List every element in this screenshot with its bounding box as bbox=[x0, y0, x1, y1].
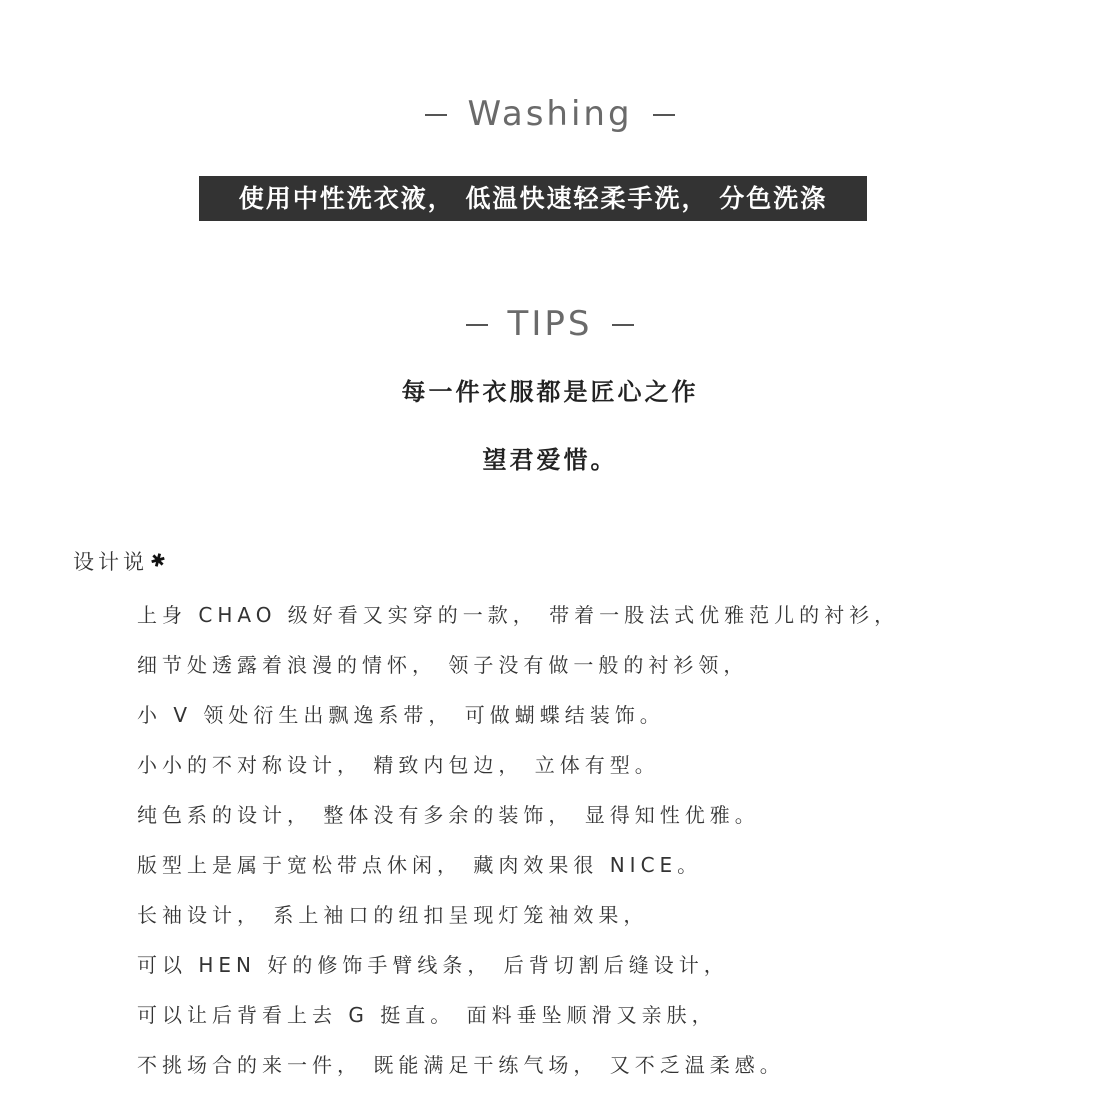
tips-line-1: 每一件衣服都是匠心之作 bbox=[401, 378, 699, 406]
dash-left-icon bbox=[425, 114, 447, 116]
dash-right-icon bbox=[612, 324, 634, 326]
tips-line-2: 望君爱惜。 bbox=[482, 446, 618, 474]
description-line: 不挑场合的来一件， 既能满足干练气场， 又不乏温柔感。 bbox=[137, 1053, 785, 1077]
description-line: 可以让后背看上去 G 挺直。 面料垂坠顺滑又亲肤， bbox=[137, 1003, 717, 1027]
washing-title: Washing bbox=[467, 94, 633, 134]
washing-instruction-banner: 使用中性洗衣液， 低温快速轻柔手洗， 分色洗涤 bbox=[199, 176, 867, 221]
description-line: 版型上是属于宽松带点休闲， 藏肉效果很 NICE。 bbox=[137, 853, 703, 877]
description-line: 小小的不对称设计， 精致内包边， 立体有型。 bbox=[137, 753, 660, 777]
dash-right-icon bbox=[653, 114, 675, 116]
design-notes-title bbox=[73, 548, 172, 576]
dash-left-icon bbox=[466, 324, 488, 326]
tips-title: TIPS bbox=[507, 304, 593, 344]
description-line: 小 V 领处衍生出飘逸系带， 可做蝴蝶结装饰。 bbox=[137, 703, 665, 727]
star-icon: ✱ bbox=[147, 548, 172, 575]
description-line: 长袖设计， 系上袖口的纽扣呈现灯笼袖效果， bbox=[137, 903, 649, 927]
washing-heading bbox=[0, 94, 1100, 134]
description-line: 细节处透露着浪漫的情怀， 领子没有做一般的衬衫领， bbox=[137, 653, 749, 677]
description-line: 纯色系的设计， 整体没有多余的装饰， 显得知性优雅。 bbox=[137, 803, 760, 827]
design-description-list bbox=[137, 600, 1037, 1100]
tips-heading bbox=[0, 304, 1100, 344]
design-title-text: 设计说 bbox=[73, 550, 148, 574]
description-line: 上身 CHAO 级好看又实穿的一款， 带着一股法式优雅范儿的衬衫， bbox=[137, 603, 900, 627]
description-line: 可以 HEN 好的修饰手臂线条， 后背切割后缝设计， bbox=[137, 953, 729, 977]
